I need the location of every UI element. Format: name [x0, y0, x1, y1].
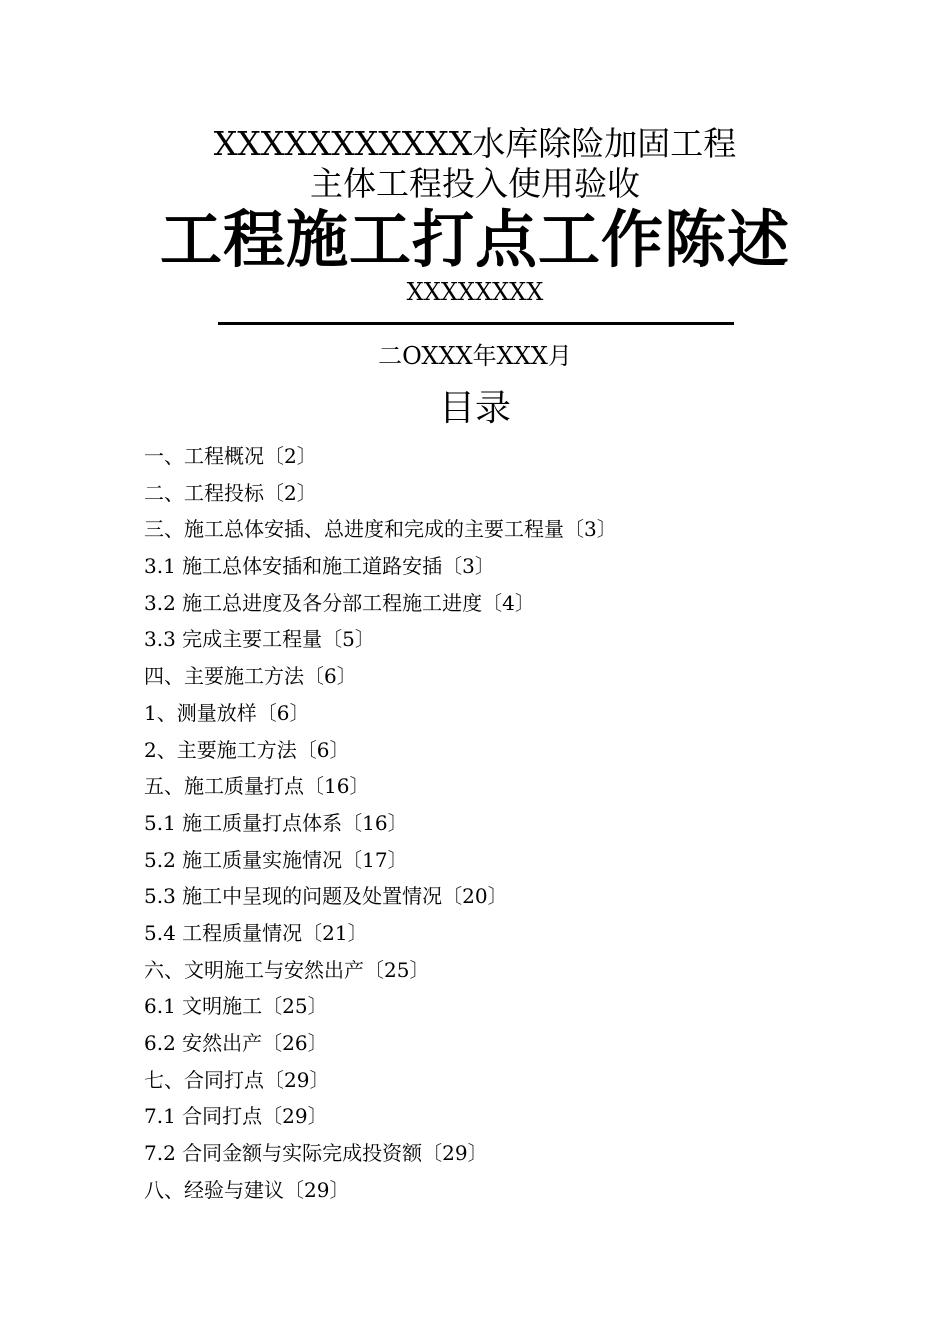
toc-item: 三、施工总体安插、总进度和完成的主要工程量〔3〕	[144, 517, 617, 542]
toc-item: 八、经验与建议〔29〕	[144, 1177, 350, 1202]
toc-item: 3.3 完成主要工程量〔5〕	[144, 627, 375, 652]
organization-name: XXXXXXXX	[406, 278, 544, 306]
toc-item: 3.2 施工总进度及各分部工程施工进度〔4〕	[144, 590, 535, 615]
toc-item: 四、主要施工方法〔6〕	[144, 664, 357, 689]
toc-item: 3.1 施工总体安插和施工道路安插〔3〕	[144, 554, 495, 579]
toc-item: 5.4 工程质量情况〔21〕	[144, 920, 368, 945]
toc-item: 6.1 文明施工〔25〕	[144, 994, 328, 1019]
acceptance-subtitle: 主体工程投入使用验收	[310, 164, 640, 203]
table-of-contents	[144, 438, 864, 1208]
toc-item: 二、工程投标〔2〕	[144, 480, 317, 505]
toc-heading: 目录	[438, 388, 511, 429]
toc-item: 5.2 施工质量实施情况〔17〕	[144, 847, 408, 872]
toc-item: 5.3 施工中呈现的问题及处置情况〔20〕	[144, 884, 508, 909]
toc-item: 五、施工质量打点〔16〕	[144, 774, 370, 799]
toc-item: 2、主要施工方法〔6〕	[144, 737, 350, 762]
toc-item: 6.2 安然出产〔26〕	[144, 1031, 328, 1055]
toc-item: 一、工程概况〔2〕	[144, 444, 317, 468]
report-title: 工程施工打点工作陈述	[159, 203, 790, 276]
toc-item: 六、文明施工与安然出产〔25〕	[144, 957, 430, 982]
toc-item: 7.2 合同金额与实际完成投资额〔29〕	[144, 1141, 488, 1166]
toc-item: 5.1 施工质量打点体系〔16〕	[144, 810, 408, 835]
report-date: 二OXXX年XXX月	[378, 342, 572, 370]
title-divider	[218, 322, 734, 325]
toc-item: 1、测量放样〔6〕	[144, 700, 310, 725]
toc-item: 7.1 合同打点〔29〕	[144, 1104, 328, 1129]
project-name: XXXXXXXXXXX水库除险加固工程	[213, 124, 737, 163]
toc-item: 七、合同打点〔29〕	[144, 1067, 330, 1092]
